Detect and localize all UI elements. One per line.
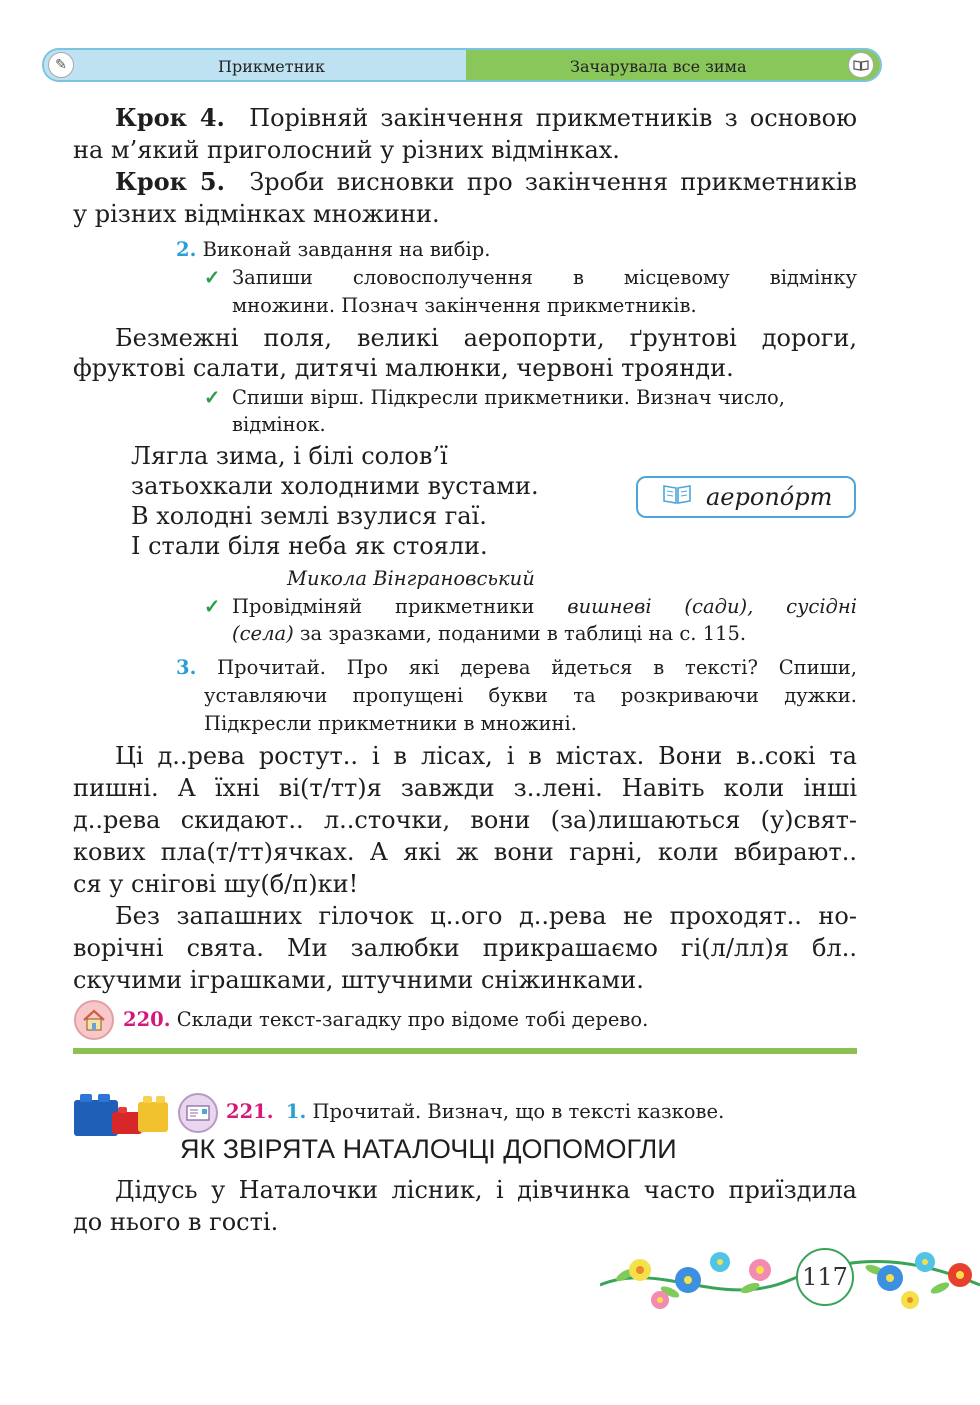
story-line: до нього в гості. xyxy=(73,1208,279,1236)
phrases-line1: Безмежні поля, великі аеропорти, ґрунтові дороги, xyxy=(115,324,857,352)
step5-line2: у різних відмінках множини. xyxy=(73,200,440,228)
poem-line: І стали біля неба як стояли. xyxy=(131,532,488,560)
poem-author: Микола Вінграновський xyxy=(287,567,535,590)
ex220-line xyxy=(123,1006,648,1034)
open-book-icon xyxy=(848,52,874,78)
section-divider xyxy=(73,1048,857,1054)
task2-option1-line1: Запиши словосполучення в місцевому відмінку xyxy=(232,266,857,289)
header-chapter: Зачарувала все зима xyxy=(570,57,747,76)
ex221-number: 221. xyxy=(226,1100,274,1123)
pen-icon: ✎ xyxy=(48,52,74,78)
phrases-line2: фруктові салати, дитячі малюнки, червоні троянди. xyxy=(73,354,734,382)
text-line: ся у снігові шу(б/п)ки! xyxy=(73,870,359,898)
text-line: Без запашних гілочок ц..ого д..рева не проходят.. но- xyxy=(115,902,857,930)
page-number: 117 xyxy=(796,1248,854,1306)
poem-line: затьохкали холодними вустами. xyxy=(131,472,539,500)
task2-option2-line1: Спиши вірш. Підкресли прикметники. Визнач число, xyxy=(232,386,785,409)
text-line: пишні. А їхні ві(т/тт)я завжди з..лені. Навіть коли інші xyxy=(73,774,857,802)
postcard-icon xyxy=(178,1093,218,1133)
ex221-line xyxy=(226,1098,724,1126)
task2-number: 2. xyxy=(176,238,197,261)
task2-instruction xyxy=(176,236,490,264)
task3-text: Прочитай. Про які дерева йдеться в тексті? Спиши, xyxy=(217,656,857,679)
task3-number: 3. xyxy=(176,656,197,679)
task3-line3: Підкресли прикметники в множині. xyxy=(204,712,577,735)
toy-blocks-icon xyxy=(74,1090,170,1138)
text-line: ворічні свята. Ми залюбки прикрашаємо гі(л/лл)я бл.. xyxy=(73,934,857,962)
checkmark-icon: ✓ xyxy=(204,266,221,289)
text-line: скучими іграшками, штучними сніжинками. xyxy=(73,966,644,994)
house-icon xyxy=(74,1000,114,1040)
ex220-text: Склади текст-загадку про відоме тобі дерево. xyxy=(176,1008,649,1031)
task3-line2: уставляючи пропущені букви та розкриваючи дужки. xyxy=(204,684,857,707)
text-line: кових пла(т/тт)ячках. А які ж вони гарні, коли вбирают.. xyxy=(73,838,857,866)
checkmark-icon: ✓ xyxy=(204,386,221,409)
option3-text: за зразками, поданими в таблиці на с. 115. xyxy=(299,622,747,645)
step5-label: Крок 5. xyxy=(115,167,225,196)
option3-adjectives: вишневі (сади), сусідні xyxy=(567,595,857,618)
text-line: д..рева скидают.. л..сточки, вони (за)лишаються (у)свят- xyxy=(73,806,857,834)
dictionary-word: аеропо́рт xyxy=(706,483,833,511)
ex220-number: 220. xyxy=(123,1008,171,1031)
poem-line: В холодні землі взулися гаї. xyxy=(131,502,487,530)
story-title: ЯК ЗВІРЯТА НАТАЛОЧЦІ ДОПОМОГЛИ xyxy=(180,1134,677,1164)
open-book-icon xyxy=(662,483,692,511)
task2-option3-line1 xyxy=(232,593,857,621)
dictionary-box xyxy=(636,476,856,518)
story-line: Дідусь у Наталочки лісник, і дівчинка часто приїздила xyxy=(115,1176,857,1204)
header-topic: Прикметник xyxy=(218,57,325,76)
text-line: Ці д..рева ростут.. і в лісах, і в містах. Вони в..сокі та xyxy=(115,742,857,770)
ex221-subnumber: 1. xyxy=(285,1100,307,1123)
task2-text: Виконай завдання на вибір. xyxy=(202,238,491,261)
option3-text: Провідміняй прикметники xyxy=(232,595,535,618)
step5-line1 xyxy=(73,166,857,198)
task2-option1-line2: множини. Познач закінчення прикметників. xyxy=(232,294,697,317)
poem-line: Лягла зима, і білі солов’ї xyxy=(131,442,448,470)
task2-option2-line2: відмінок. xyxy=(232,413,326,436)
flower-garland xyxy=(600,1240,980,1320)
step4-text: Порівняй закінчення прикметників з основою xyxy=(249,104,857,132)
task2-option3-line2 xyxy=(232,620,746,648)
chapter-header xyxy=(42,48,882,82)
step5-text: Зроби висновки про закінчення прикметників xyxy=(249,168,857,196)
checkmark-icon: ✓ xyxy=(204,595,221,618)
step4-line1 xyxy=(73,102,857,134)
ex221-text: Прочитай. Визнач, що в тексті казкове. xyxy=(312,1100,725,1123)
step4-label: Крок 4. xyxy=(115,103,225,132)
step4-line2: на м’який приголосний у різних відмінках. xyxy=(73,136,620,164)
option3-adjective: (села) xyxy=(232,622,294,645)
task3-line1 xyxy=(176,654,857,682)
